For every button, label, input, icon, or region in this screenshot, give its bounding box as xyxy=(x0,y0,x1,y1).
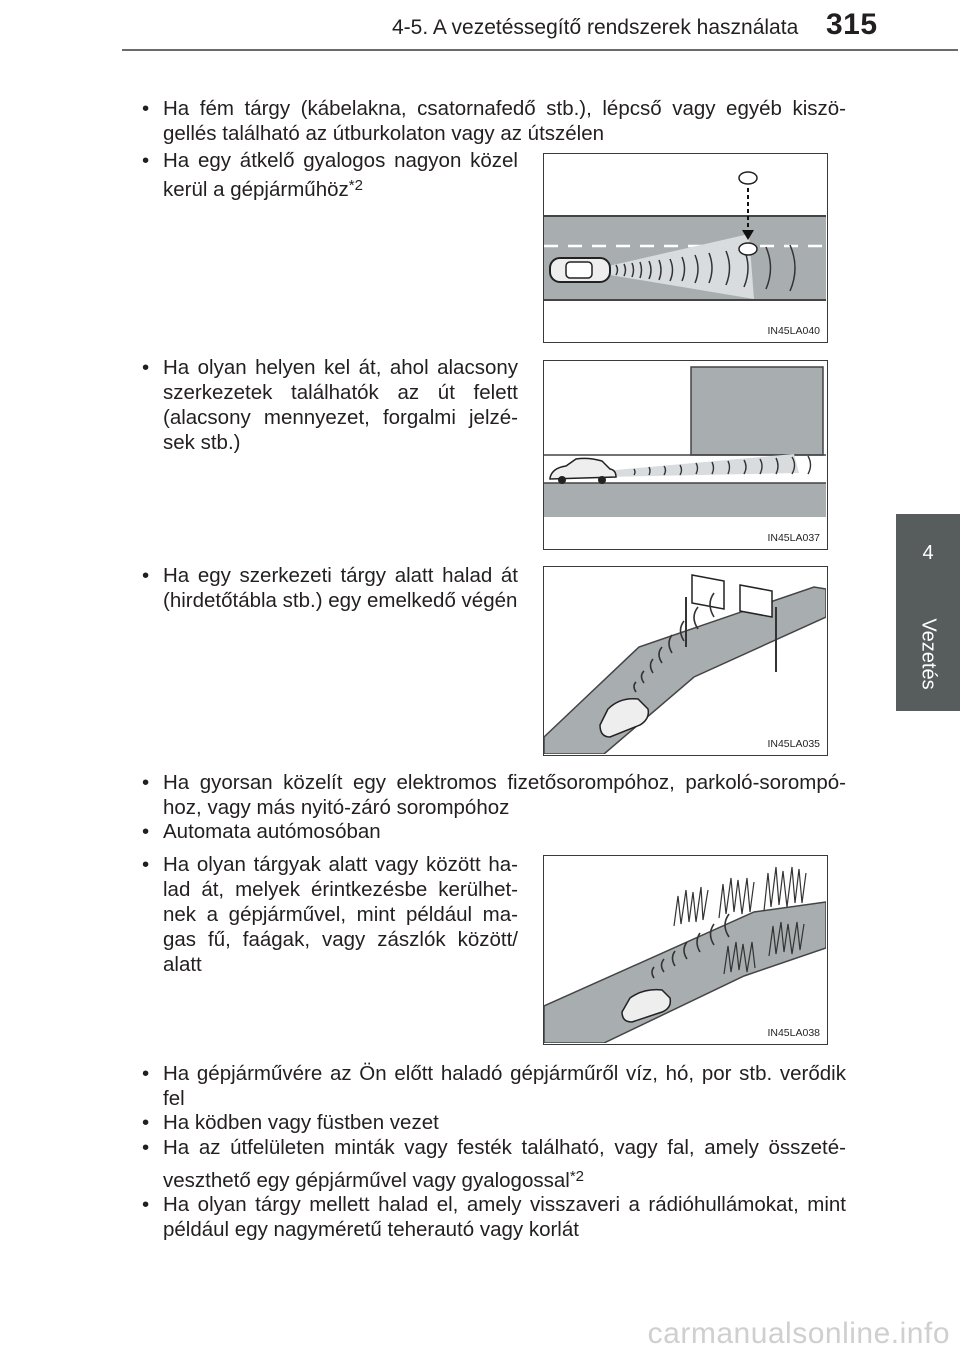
low-structure-illustration xyxy=(544,361,826,548)
bullet-marker: • xyxy=(142,820,150,843)
page-number: 315 xyxy=(826,8,878,41)
bullet-line: Ha az útfelületen minták vagy festék található, vagy fal, amely összeté- xyxy=(163,1136,846,1159)
figure-overhead-sign xyxy=(543,566,828,756)
list-item xyxy=(142,770,846,820)
bullet-line: fel xyxy=(163,1087,185,1110)
bullet-line: Ha egy szerkezeti tárgy alatt halad át xyxy=(163,564,518,587)
figure-tall-grass xyxy=(543,855,828,1045)
figure-low-structure xyxy=(543,360,828,550)
bullet-line: veszthető egy gépjárművel vagy gyalogossal xyxy=(163,1169,570,1192)
bullet-line: szerkezetek találhatók az út felett xyxy=(163,381,518,404)
bullet-line: Ha ködben vagy füstben vezet xyxy=(163,1111,439,1134)
bullet-marker: • xyxy=(142,771,150,794)
bullet-line: hoz, vagy más nyitó-záró sorompóhoz xyxy=(163,796,510,819)
bullet-line: Ha olyan tárgyak alatt vagy között ha- xyxy=(163,853,518,876)
bullet-line: gas fű, faágak, vagy zászlók között/ xyxy=(163,928,518,951)
figure-code: IN45LA040 xyxy=(767,325,820,337)
tall-grass-illustration xyxy=(544,856,826,1043)
watermark: carmanualsonline.info xyxy=(647,1317,950,1350)
bullet-line: kerül a gépjárműhöz xyxy=(163,178,349,201)
bullet-line: (hirdetőtábla stb.) egy emelkedő végén xyxy=(163,589,518,612)
bullet-line: például egy nagyméretű teherautó vagy korlát xyxy=(163,1218,579,1241)
bullet-marker: • xyxy=(142,853,150,876)
figure-code: IN45LA037 xyxy=(767,532,820,544)
chapter-label: Vezetés xyxy=(917,618,940,690)
bullet-line: sek stb.) xyxy=(163,431,241,454)
list-item xyxy=(142,355,518,455)
bullet-line: gellés található az útburkolaton vagy az útszélen xyxy=(163,122,605,145)
footnote-marker: *2 xyxy=(348,177,363,194)
bullet-line: alatt xyxy=(163,953,202,976)
figure-pedestrian xyxy=(543,153,828,343)
list-item xyxy=(142,1110,846,1135)
list-item xyxy=(142,852,518,977)
bullet-marker: • xyxy=(142,97,150,120)
page-header xyxy=(0,0,960,70)
bullet-line: lad át, melyek érintkezésbe kerülhet- xyxy=(163,878,518,901)
bullet-line: Ha olyan tárgy mellett halad el, amely visszaveri a rádióhullámokat, mint xyxy=(163,1193,846,1216)
bullet-marker: • xyxy=(142,1193,150,1216)
bullet-marker: • xyxy=(142,356,150,379)
list-item xyxy=(142,148,518,202)
list-item xyxy=(142,1192,846,1242)
bullet-line: Ha gépjárművére az Ön előtt haladó gépjárműről víz, hó, por stb. verődik xyxy=(163,1062,846,1085)
figure-code: IN45LA038 xyxy=(767,1027,820,1039)
list-item xyxy=(142,563,518,613)
bullet-line: Ha fém tárgy (kábelakna, csatornafedő stb.), lépcső vagy egyéb kiszö- xyxy=(163,97,846,120)
bullet-line: Automata autómosóban xyxy=(163,820,381,843)
header-divider xyxy=(122,49,958,51)
chapter-number: 4 xyxy=(922,542,934,564)
bullet-marker: • xyxy=(142,1111,150,1134)
list-item xyxy=(142,96,846,146)
overhead-sign-illustration xyxy=(544,567,826,754)
pedestrian-illustration xyxy=(544,154,826,341)
bullet-marker: • xyxy=(142,1136,150,1159)
section-title: 4-5. A vezetéssegítő rendszerek használata xyxy=(392,16,799,39)
list-item xyxy=(142,1061,846,1111)
list-item xyxy=(142,1135,846,1193)
chapter-tab xyxy=(896,514,960,711)
bullet-marker: • xyxy=(142,1062,150,1085)
bullet-marker: • xyxy=(142,149,150,172)
bullet-line: (alacsony mennyezet, forgalmi jelzé- xyxy=(163,406,518,429)
bullet-line: Ha olyan helyen kel át, ahol alacsony xyxy=(163,356,518,379)
footnote-marker: *2 xyxy=(569,1168,585,1185)
bullet-line: nek a gépjárművel, mint például ma- xyxy=(163,903,518,926)
list-item xyxy=(142,819,846,844)
bullet-line: Ha gyorsan közelít egy elektromos fizetősorompóhoz, parkoló-sorompó- xyxy=(163,771,846,794)
bullet-line: Ha egy átkelő gyalogos nagyon közel xyxy=(163,149,518,172)
figure-code: IN45LA035 xyxy=(767,738,820,750)
bullet-marker: • xyxy=(142,564,150,587)
